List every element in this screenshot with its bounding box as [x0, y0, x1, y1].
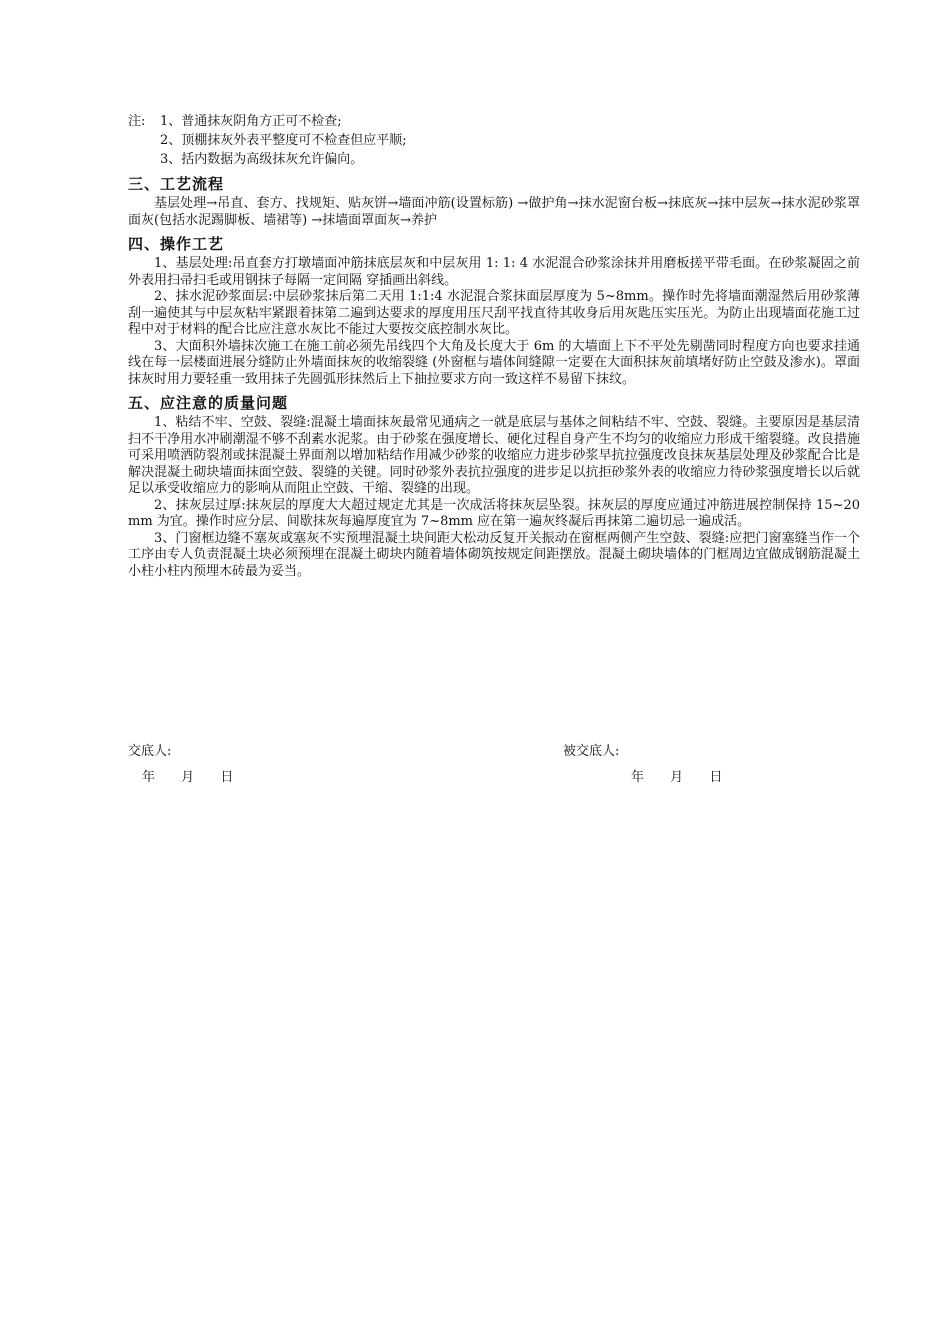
paragraph: 1、基层处理:吊直套方打墩墙面冲筋抹底层灰和中层灰用 1: 1: 4 水泥混合砂浆涂抹并用磨板搓平带毛面。在砂浆凝固之前外表用扫帚扫毛或用钢抹子每隔一定间隔 穿插画出斜线。 — [128, 256, 860, 288]
signoff-left — [128, 742, 428, 788]
discloser-date — [128, 768, 428, 788]
date-day: 日 — [709, 770, 723, 785]
note-line — [128, 131, 860, 150]
signoff-right — [563, 742, 863, 788]
notes-prefix: 注: — [128, 114, 146, 129]
recipient-label: 被交底人: — [563, 744, 620, 759]
date-month: 月 — [181, 770, 195, 785]
date-day: 日 — [220, 770, 234, 785]
note-item: 2、顶棚抹灰外表平整度可不检查但应平顺; — [160, 133, 407, 148]
paragraph: 3、大面积外墙抹次施工在施工前必须先吊线四个大角及长度大于 6m 的大墙面上下不平处先剔凿同时程度方向也要求挂通线在每一层楼面进展分缝防止外墙面抹灰的收缩裂缝 (外窗框与墙体间缝隙一定要在大面积抹灰前填堵好防止空鼓及渗水)。罩面抹灰时用力要轻重一致用抹子先圆弧形抹然后上下抽拉要求方向一致这样不易留下抹纹。 — [128, 338, 860, 387]
document-body — [128, 112, 860, 580]
section-title: 四、操作工艺 — [128, 235, 225, 253]
paragraph: 2、抹灰层过厚:抹灰层的厚度大大超过规定尤其是一次成活将抹灰层坠裂。抹灰层的厚度应通过冲筋进展控制保持 15~20mm 为宜。操作时应分层、间歇抹灰每遍厚度宜为 7~8mm 应在第一遍灰终凝后再抹第二遍切忌一遍成活。 — [128, 497, 860, 529]
note-item: 3、括内数据为高级抹灰允许偏向。 — [160, 152, 364, 167]
notes-block — [128, 112, 860, 169]
discloser-label: 交底人: — [128, 744, 172, 759]
date-year: 年 — [142, 770, 156, 785]
paragraph: 2、抹水泥砂浆面层:中层砂浆抹后第二天用 1:1:4 水泥混合浆抹面层厚度为 5~8mm。操作时先将墙面潮湿然后用砂浆薄刮一遍使其与中层灰粘牢紧跟着抹第二遍到达要求的厚度用压尺刮平找直待其收身后用灰匙压实压光。为防止出现墙面花施工过程中对于材料的配合比应注意水灰比不能过大要按交底控制水灰比。 — [128, 289, 860, 337]
note-item: 1、普通抹灰阴角方正可不检查; — [160, 114, 342, 129]
section-title: 三、工艺流程 — [128, 175, 225, 193]
paragraph: 基层处理→吊直、套方、找规矩、贴灰饼→墙面冲筋(设置标筋) →做护角→抹水泥窗台板→抹底灰→抹中层灰→抹水泥砂浆罩面灰(包括水泥踢脚板、墙裙等) →抹墙面罩面灰→养护 — [128, 196, 860, 228]
note-line — [128, 112, 860, 131]
section-title: 五、应注意的质量问题 — [128, 394, 289, 412]
paragraph: 1、粘结不牢、空鼓、裂缝:混凝土墙面抹灰最常见通病之一就是底层与基体之间粘结不牢、空鼓、裂缝。主要原因是基层清扫不干净用水冲刷潮湿不够不刮素水泥浆。由于砂浆在强度增长、硬化过程自身产生不均匀的收缩应力形成干缩裂缝。改良措施可采用喷洒防裂剂或抹混凝土界面剂以增加粘结作用减少砂浆的收缩应力进步砂浆早抗拉强度改良抹灰基层处理及砂浆配合比是解决混凝土砌块墙面抹面空鼓、裂缝的关键。同时砂浆外表抗拉强度的进步足以抗拒砂浆外表的收缩应力待砂浆强度增长以后就足以承受收缩应力的影响从而阻止空鼓、干缩、裂缝的出现。 — [128, 415, 860, 496]
date-month: 月 — [670, 770, 684, 785]
recipient-date — [563, 768, 863, 788]
paragraph: 3、门窗框边缝不塞灰或塞灰不实预埋混凝土块间距大松动反复开关振动在窗框两侧产生空鼓、裂缝:应把门窗塞缝当作一个工序由专人负责混凝土块必须预埋在混凝土砌块内随着墙体砌筑按规定间距摆放。混凝土砌块墙体的门框周边宜做成钢筋混凝土小柱小柱内预埋木砖最为妥当。 — [128, 530, 860, 579]
date-year: 年 — [631, 770, 645, 785]
note-line — [128, 150, 860, 169]
